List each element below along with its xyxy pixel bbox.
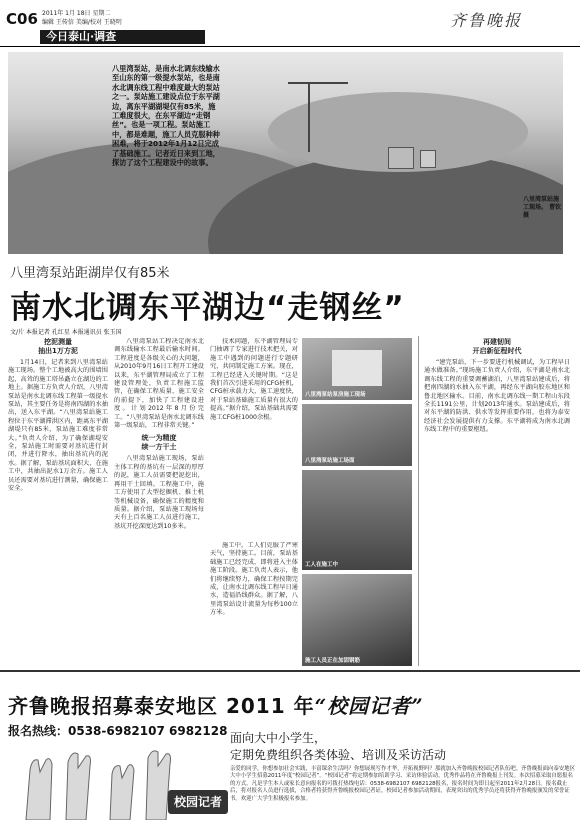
photo-caption: 八里湾泵站施工现场。 曹钦 摄 [523, 196, 562, 219]
ad-body-text: 亲爱的同学，你想参加社会实践，丰富课余生活吗？你想展现写作才华，开拓视野吗？那就加入齐鲁晚报校园记者队伍吧。齐鲁晚报面向泰安地区大中小学生招募2011年度“校园记者”。“校园记者”将定期参加培训学习、采访体验活动，优秀作品将在齐鲁晚报上刊发。本次招募采取自愿报名的方式，凡是学生本人或家长意向报名的可拨打热线电话：0538-6982107 6982128报名，报名时间为即日起至2011年2月28日。报名截止后，将对报名人员进行选拔，合格者将获得齐鲁晚报校园记者证。校园记者参加活动期间，表现突出的优秀学员还将获得齐鲁晚报颁发的荣誉证书。欢迎广大学生积极报名参加。 [230, 766, 576, 802]
col1-body: 1月14日，记者来到八里湾泵站施工现场。整个工地被高大的围墙围起，高耸的施工塔吊矗立在湖边的工地上。据施工方负责人介绍，八里湾泵站是南水北调东线工程第一级提水泵站，其主要任务是将南四湖的水抽出，送入东平湖。“八里湾泵站施工程位于东平湖滞洪区内，距离东平湖湖堤只有85米，泵站施工难度非常大。”负责人介绍，为了确保湖堤安全，泵站施工时需要对基坑进行封闭，并进行降水，抽出基坑内的泥水。据了解，泵站基坑面积大，在施工中，共抽出泥水1万余方。施工人员还需要对基坑进行测量，确保施工安全。 [8, 359, 108, 493]
photo-pump-house [302, 338, 412, 400]
section-name: 今日泰山 [46, 30, 90, 43]
col2-body: 八里湾泵站工程决定南水北调东线输水工程最后输水时间。工程进度是各级关心的大问题，从2010年9月16日工程开工建设以来，东平湖管理局成立了工程建设管理处，负责工程施工监管，在确保工程质量、施工安全的前提下，加快了工程建设进度。计划2012年8月份完工。“八里湾泵站是南水北调东线第一级泵站，工程非常关键。” [114, 338, 204, 430]
ad-hotline: 报名热线：0538-6982107 6982128 [8, 724, 228, 738]
col1-subheading: 抽出1万方泥 [38, 347, 78, 355]
article-byline: 文/片 本报记者 孔红星 本报通讯员 张玉国 [10, 329, 122, 336]
ad-subline-1: 面向大中小学生， [230, 731, 327, 745]
photo-worker [302, 470, 412, 570]
right-subheading: 开启新征程时代 [472, 347, 522, 355]
col4-body: 施工中，工人们克服了严寒天气，坚持施工。目前，泵站基础施工已经完成，即将进入主体施工阶段。施工负责人表示，他们将继续努力，确保工程按期完成，让南水北调东线工程早日通水，造福沿线群众。据了解，八里湾泵站设计流量为每秒100立方米。 [210, 542, 298, 617]
date-line: 2011年 1月 18日 星期二 [42, 10, 111, 17]
article-column-4 [210, 542, 298, 668]
col2-subheading: 续一方干土 [141, 443, 177, 452]
right-heading: 再建韧间 [483, 338, 511, 346]
page-number: C06 [6, 10, 38, 28]
ad-title-quote: “校园记者” [314, 694, 424, 718]
article-subhead: 八里湾泵站距湖岸仅有85米 [10, 266, 170, 281]
article-column-3 [210, 338, 298, 538]
col2-body-2: 八里湾泵站施工现场，泵站主体工程的基坑有一层深的厚厚的泥，施工人员需要把泥挖出，再用干土回填。工程施工中，施工方使用了大型挖掘机、推土机等机械设备，确保施工的精度和质量。据介绍，泵站施工现场每天有上百名施工人员进行施工，基坑开挖深度达到10多米。 [114, 455, 204, 530]
section-tag: ·调查 [90, 30, 117, 43]
photo-site [302, 404, 412, 466]
photo-caption-1: 八里湾泵站泵房施工现场 [305, 392, 366, 398]
article-right-column [424, 338, 570, 668]
photo-caption-2: 八里湾泵站施工场面 [305, 458, 355, 464]
campus-reporter-badge: 校园记者 [168, 790, 228, 814]
col2-heading: 统一为精度 [141, 434, 177, 443]
section-banner [40, 30, 205, 44]
article-headline: 南水北调东平湖边“走钢丝” [10, 290, 405, 326]
photo-caption-3: 工人在施工中 [305, 562, 339, 568]
photo-caption-4: 施工人员正在加固钢筋 [305, 658, 361, 664]
ad-subline-2: 定期免费组织各类体验、培训及采访活动 [230, 748, 447, 762]
header-rule [0, 46, 580, 47]
construction-photo [8, 52, 563, 254]
brand-logo: 齐鲁晚报 [450, 11, 523, 30]
photo-rebar [302, 574, 412, 666]
right-body: “建完泵站，下一步要进行机械调试，为工程早日通水做准备。”现场施工负责人介绍，东平湖是南水北调东线工程的重要调蓄湖泊，八里湾泵站建成后，将把南四湖的水抽入东平湖，再经东平湖向胶东地区和鲁北地区输水。目前，南水北调东线一期工程山东段全长1191公里，计划2013年通水。泵站建成后，将对东平湖的防洪、供水等发挥重要作用，也将为泰安经济社会发展提供有力支撑。东平湖将成为南水北调东线工程中的重要枢纽。 [424, 359, 570, 434]
article-column-2 [114, 338, 204, 668]
article-column-1 [8, 338, 108, 668]
photo-intro-text: 八里湾泵站，是南水北调东线输水至山东的第一级提水泵站，也是南水北调东线工程中难度最大的泵站之一。泵站施工建设点位于东平湖边，离东平湖湖堤仅有85米，施工难度很大，在东平湖边“走钢丝”。也是一项工程。泵站施工中，都是难题，施工人员克服种种困难，将于2012年1月12日完成了基础施工。记者近日来到工地，探访了这个工程建设中的故事。 [112, 64, 220, 168]
issue-meta [42, 9, 122, 27]
editor-line: 编辑 王传信 美编/校对 王晓明 [42, 19, 122, 26]
ad-title-main: 齐鲁晚报招募泰安地区 2011 年 [8, 694, 315, 718]
col3-body: 技术问题，东平湖管理局专门抽调了专家进行技术把关，对施工中遇到的问题进行专题研究，共同制定施工方案。现在，工程已经进入关键时期。“这是我们首次引进采用的CFG桩机，CFG桩承载力大，施工速度快，对于泵站基础施工质量有很大的提高。”据介绍，泵站基础共需要施工CFG桩1000余根。 [210, 338, 298, 421]
col1-heading: 挖泥测量 [44, 338, 72, 346]
column-divider [418, 336, 419, 666]
ad-title [8, 690, 424, 719]
